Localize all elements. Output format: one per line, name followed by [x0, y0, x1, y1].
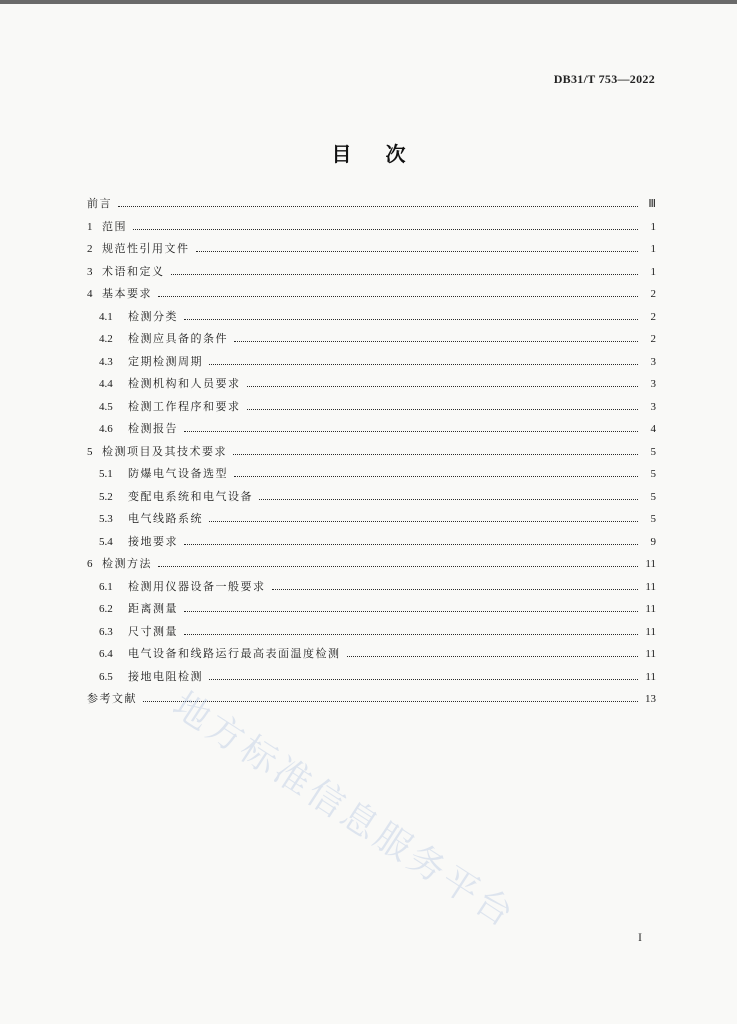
toc-entry-label: 范围	[102, 219, 127, 233]
toc-entry-label: 检测用仪器设备一般要求	[128, 579, 266, 593]
toc-entry[interactable]	[87, 418, 656, 441]
toc-dot-leader	[158, 558, 638, 567]
toc-entry-number: 4	[87, 288, 93, 300]
toc-entry-page: 5	[650, 490, 656, 503]
toc-dot-leader	[233, 446, 638, 455]
toc-entry-number: 4.1	[99, 310, 113, 323]
toc-dot-leader	[247, 378, 639, 387]
toc-entry[interactable]	[87, 306, 656, 329]
toc-entry[interactable]	[87, 261, 656, 284]
page-number: I	[638, 930, 642, 944]
toc-entry-page: 13	[645, 693, 656, 705]
toc-dot-leader	[209, 513, 638, 522]
toc-entry-number: 6.5	[99, 670, 113, 683]
toc-entry-number: 5.1	[99, 468, 113, 480]
toc-entry-label: 规范性引用文件	[102, 242, 190, 255]
toc-entry-number: 6.1	[99, 580, 113, 593]
toc-entry-label: 电气线路系统	[128, 512, 203, 525]
toc-entry-label: 尺寸测量	[128, 624, 178, 638]
toc-entry-page: 5	[650, 445, 656, 458]
toc-entry[interactable]	[87, 666, 656, 689]
toc-dot-leader	[184, 603, 638, 612]
toc-entry-label: 参考文献	[87, 692, 137, 705]
toc-entry-label: 检测工作程序和要求	[128, 399, 241, 413]
toc-entry-page: 11	[645, 558, 656, 570]
toc-entry[interactable]	[87, 238, 656, 261]
toc-entry-number: 5.4	[99, 535, 113, 548]
toc-entry-number: 5.2	[99, 490, 113, 503]
toc-entry-page: 4	[650, 423, 656, 435]
toc-entry[interactable]	[87, 373, 656, 396]
toc-entry[interactable]	[87, 576, 656, 599]
toc-entry[interactable]	[87, 193, 656, 216]
toc-entry-label: 前言	[87, 197, 112, 210]
toc-entry-number: 4.2	[99, 333, 113, 345]
toc-entry-label: 检测报告	[128, 422, 178, 435]
toc-entry-page: 1	[650, 265, 656, 278]
toc-entry-number: 6.2	[99, 603, 113, 615]
toc-dot-leader	[234, 468, 638, 477]
toc-entry-page: 3	[650, 355, 656, 368]
toc-entry-label: 检测机构和人员要求	[128, 377, 241, 390]
toc-dot-leader	[171, 266, 639, 275]
toc-entry-label: 定期检测周期	[128, 354, 203, 368]
toc-entry-page: 2	[650, 333, 656, 345]
toc-entry-label: 接地电阻检测	[128, 669, 203, 683]
toc-entry[interactable]	[87, 486, 656, 509]
toc-entry-label: 检测项目及其技术要求	[102, 444, 227, 458]
toc-entry-label: 距离测量	[128, 602, 178, 615]
toc-dot-leader	[118, 198, 638, 207]
toc-entry-page: 11	[645, 625, 656, 638]
toc-dot-leader	[184, 311, 638, 320]
toc-entry-page: 1	[650, 243, 656, 255]
toc-entry-page: 2	[650, 310, 656, 323]
watermark-text: 地方标准信息服务平台	[165, 684, 524, 937]
toc-entry-page: 1	[650, 220, 656, 233]
toc-entry-page: 3	[650, 400, 656, 413]
toc-entry[interactable]	[87, 283, 656, 306]
toc-entry-label: 基本要求	[102, 287, 152, 300]
toc-entry-number: 4.5	[99, 400, 113, 413]
toc-entry[interactable]	[87, 351, 656, 374]
toc-dot-leader	[209, 356, 638, 365]
toc-entry-label: 防爆电气设备选型	[128, 467, 228, 480]
toc-entry-number: 5.3	[99, 513, 113, 525]
toc-entry-number: 6.4	[99, 648, 113, 660]
toc-entry-label: 检测方法	[102, 557, 152, 570]
toc-entry-number: 2	[87, 243, 93, 255]
toc-dot-leader	[184, 536, 638, 545]
toc-entry-page: 11	[645, 603, 656, 615]
toc-entry-page: 9	[650, 535, 656, 548]
toc-entry-page: Ⅲ	[648, 198, 656, 210]
toc-entry[interactable]	[87, 328, 656, 351]
toc-dot-leader	[209, 671, 638, 680]
toc-entry-label: 术语和定义	[102, 264, 165, 278]
toc-dot-leader	[259, 491, 638, 500]
document-code: DB31/T 753—2022	[553, 72, 655, 86]
toc-entry-number: 6	[87, 558, 93, 570]
toc-entry-number: 4.4	[99, 378, 113, 390]
toc-entry[interactable]	[87, 463, 656, 486]
toc-entry-label: 检测分类	[128, 309, 178, 323]
toc-entry-number: 6.3	[99, 625, 113, 638]
toc-entry-page: 3	[650, 378, 656, 390]
toc-entry[interactable]	[87, 598, 656, 621]
toc-entry[interactable]	[87, 216, 656, 239]
toc-entry[interactable]	[87, 531, 656, 554]
toc-dot-leader	[158, 288, 638, 297]
toc-entry-page: 2	[650, 288, 656, 300]
table-of-contents	[87, 193, 656, 711]
toc-dot-leader	[184, 626, 638, 635]
toc-entry-label: 检测应具备的条件	[128, 332, 228, 345]
toc-entry-label: 变配电系统和电气设备	[128, 489, 253, 503]
toc-dot-leader	[234, 333, 638, 342]
toc-entry-page: 11	[645, 580, 656, 593]
toc-entry-page: 11	[645, 670, 656, 683]
toc-entry-page: 11	[645, 648, 656, 660]
toc-dot-leader	[272, 581, 639, 590]
toc-entry-number: 1	[87, 220, 93, 233]
toc-entry[interactable]	[87, 553, 656, 576]
toc-entry[interactable]	[87, 508, 656, 531]
toc-dot-leader	[196, 243, 639, 252]
scan-edge	[0, 0, 737, 4]
toc-entry-page: 5	[650, 513, 656, 525]
toc-entry[interactable]	[87, 621, 656, 644]
toc-entry-number: 4.6	[99, 423, 113, 435]
toc-dot-leader	[247, 401, 639, 410]
toc-entry[interactable]	[87, 396, 656, 419]
toc-dot-leader	[347, 648, 639, 657]
toc-entry-label: 接地要求	[128, 534, 178, 548]
toc-entry-number: 3	[87, 265, 93, 278]
toc-entry-page: 5	[650, 468, 656, 480]
toc-entry-number: 5	[87, 445, 93, 458]
toc-dot-leader	[133, 221, 638, 230]
toc-entry[interactable]	[87, 643, 656, 666]
toc-entry-label: 电气设备和线路运行最高表面温度检测	[128, 647, 341, 660]
toc-entry[interactable]	[87, 441, 656, 464]
toc-entry-number: 4.3	[99, 355, 113, 368]
toc-title: 目次	[331, 142, 440, 166]
toc-dot-leader	[184, 423, 638, 432]
